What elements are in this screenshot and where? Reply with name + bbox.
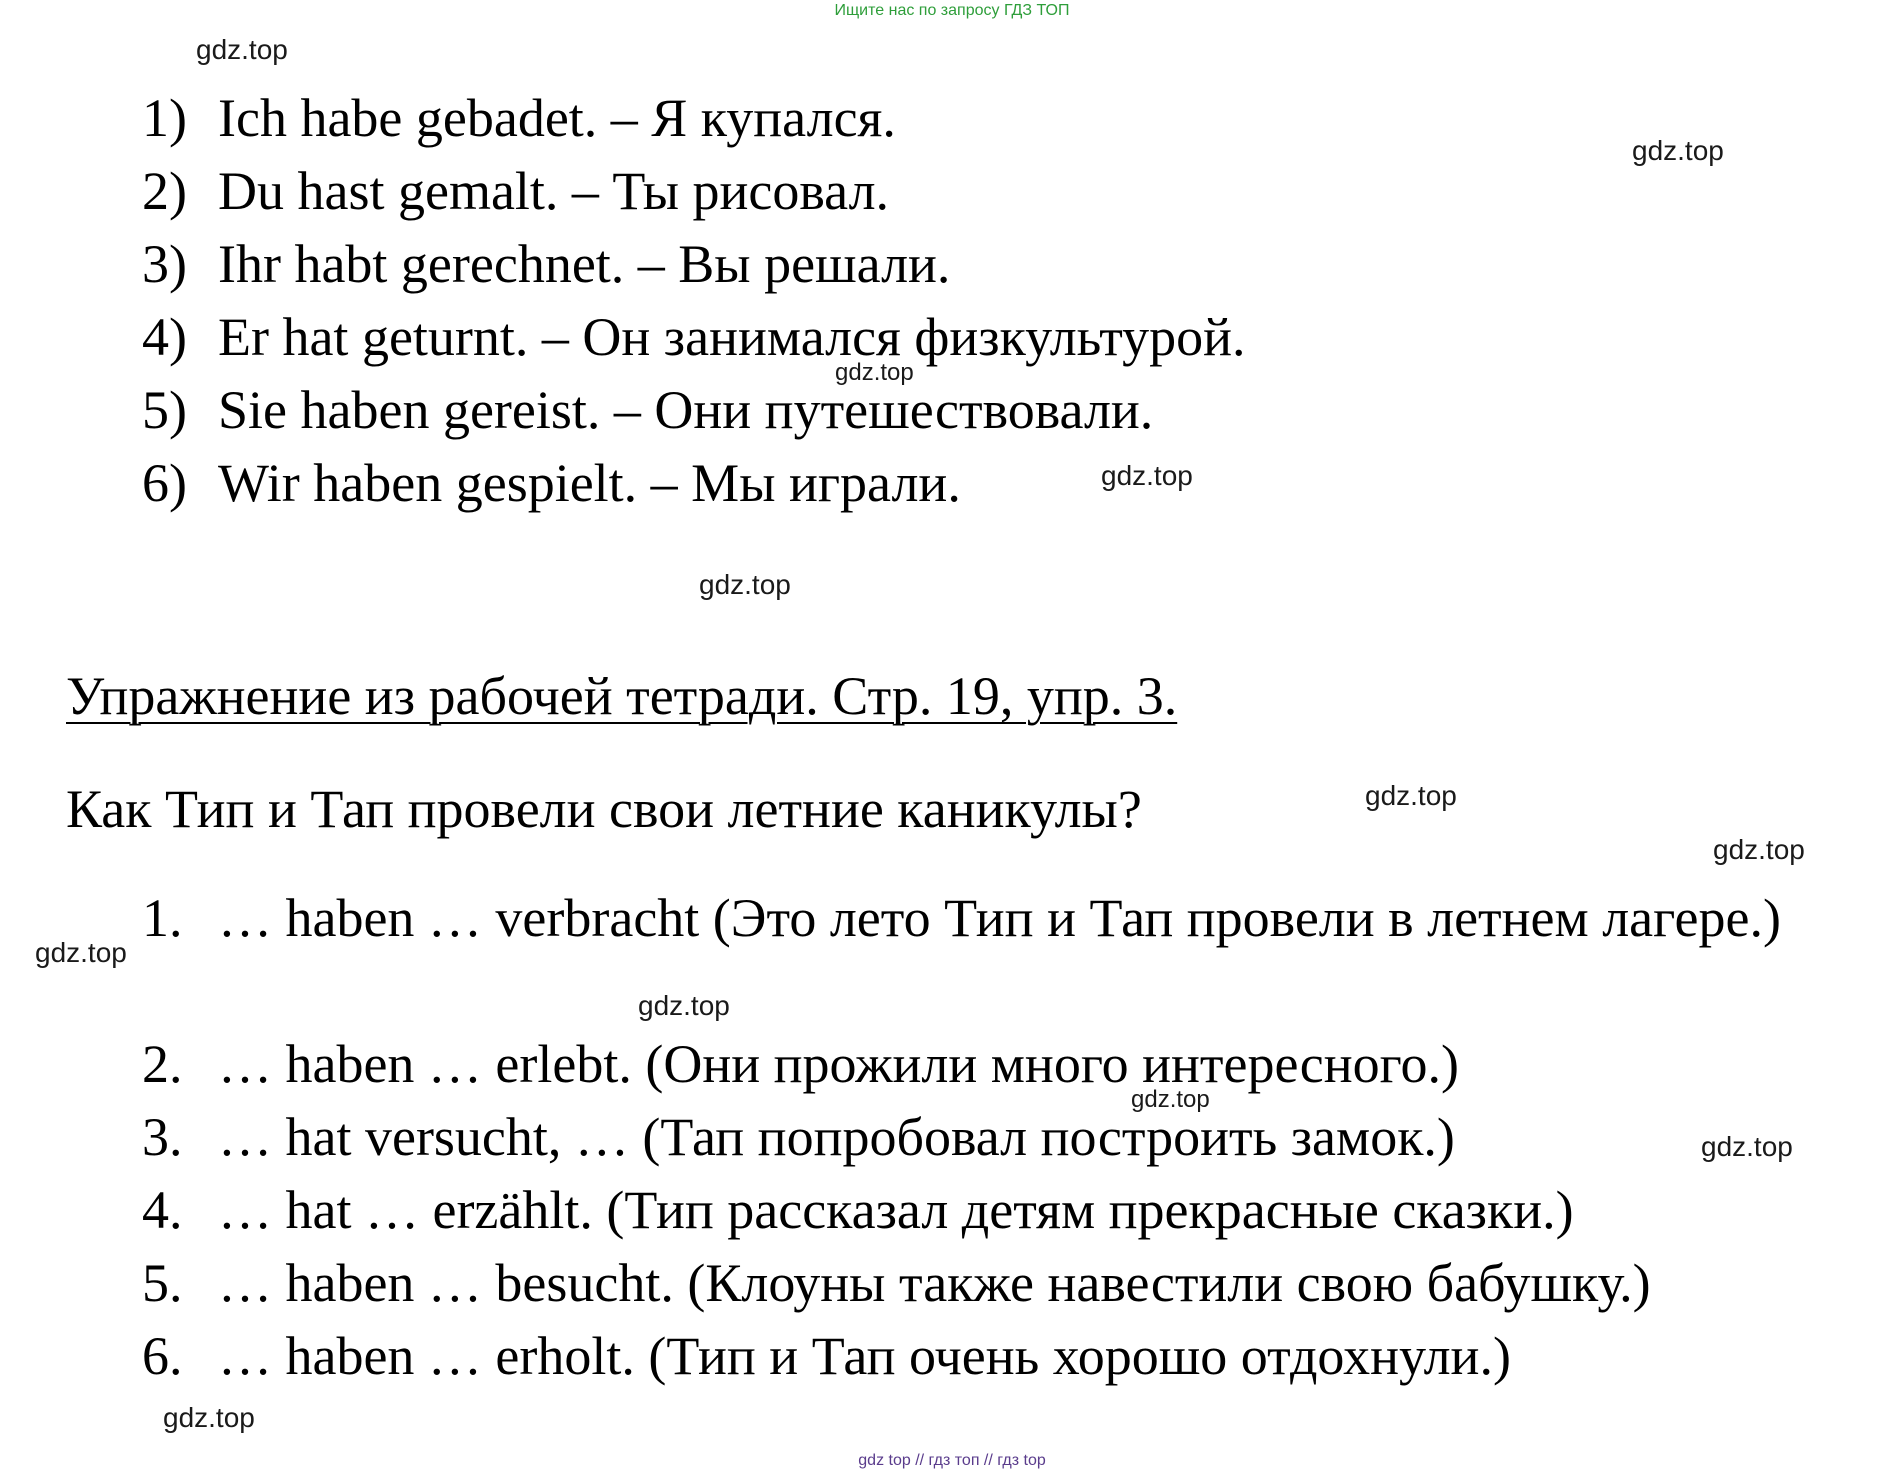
item-number: 2. <box>142 1034 183 1094</box>
item-number: 6. <box>142 1326 183 1386</box>
item-number: 5) <box>142 380 187 440</box>
item-text: … haben … erholt. (Тип и Тап очень хорошо отдохнули.) <box>218 1326 1511 1386</box>
item-text: Du hast gemalt. – Ты рисовал. <box>218 161 890 221</box>
list-item <box>142 1174 1862 1247</box>
item-number: 4) <box>142 307 187 367</box>
exercise-heading: Упражнение из рабочей тетради. Стр. 19, упр. 3. <box>66 666 1178 726</box>
item-number: 4. <box>142 1180 183 1240</box>
item-text: Ich habe gebadet. – Я купался. <box>218 88 896 148</box>
answer-list <box>142 1028 1862 1393</box>
list-item <box>142 374 1442 447</box>
item-text: Sie haben gereist. – Они путешествовали. <box>218 380 1154 440</box>
watermark: gdz.top <box>1131 1086 1210 1113</box>
list-item <box>142 447 1442 520</box>
list-item <box>142 82 1442 155</box>
watermark: gdz.top <box>835 359 914 386</box>
watermark: gdz.top <box>1713 834 1805 865</box>
list-item <box>142 1028 1862 1101</box>
translation-list <box>142 82 1442 520</box>
item-text: Ihr habt gerechnet. – Вы решали. <box>218 234 951 294</box>
list-item <box>142 1247 1862 1320</box>
list-item <box>142 228 1442 301</box>
list-item <box>142 155 1442 228</box>
watermark: gdz.top <box>638 990 730 1021</box>
watermark: gdz.top <box>196 34 288 65</box>
item-number: 3) <box>142 234 187 294</box>
item-number: 2) <box>142 161 187 221</box>
item-text: … hat versucht, … (Тап попробовал построить замок.) <box>218 1107 1455 1167</box>
watermark: gdz.top <box>1632 135 1724 166</box>
watermark: gdz.top <box>1365 780 1457 811</box>
item-text: Wir haben gespielt. – Мы играли. <box>218 453 961 513</box>
item-text: … haben … erlebt. (Они прожили много интересного.) <box>218 1034 1459 1094</box>
watermark: gdz.top <box>699 569 791 600</box>
item-text: Er hat geturnt. – Он занимался физкультурой. <box>218 307 1246 367</box>
exercise-question: Как Тип и Тап провели свои летние каникулы? <box>66 779 1142 839</box>
item-number: 5. <box>142 1253 183 1313</box>
watermark: gdz.top <box>1101 460 1193 491</box>
item-number: 1) <box>142 88 187 148</box>
list-item <box>142 301 1442 374</box>
watermark: gdz.top <box>1701 1131 1793 1162</box>
item-text: … haben … verbracht (Это лето Тип и Тап провели в летнем лагере.) <box>218 888 1781 948</box>
item-text: … hat … erzählt. (Тип рассказал детям прекрасные сказки.) <box>218 1180 1574 1240</box>
item-number: 1. <box>142 888 183 948</box>
top-banner: Ищите нас по запросу ГДЗ ТОП <box>834 2 1070 19</box>
item-number: 3. <box>142 1107 183 1167</box>
watermark: gdz.top <box>163 1402 255 1433</box>
list-item <box>142 1101 1862 1174</box>
footer-watermark: gdz top // гдз топ // гдз top <box>858 1452 1046 1469</box>
item-text: … haben … besucht. (Клоуны также навестили свою бабушку.) <box>218 1253 1651 1313</box>
list-item <box>142 1320 1862 1393</box>
item-number: 6) <box>142 453 187 513</box>
watermark: gdz.top <box>35 937 127 968</box>
